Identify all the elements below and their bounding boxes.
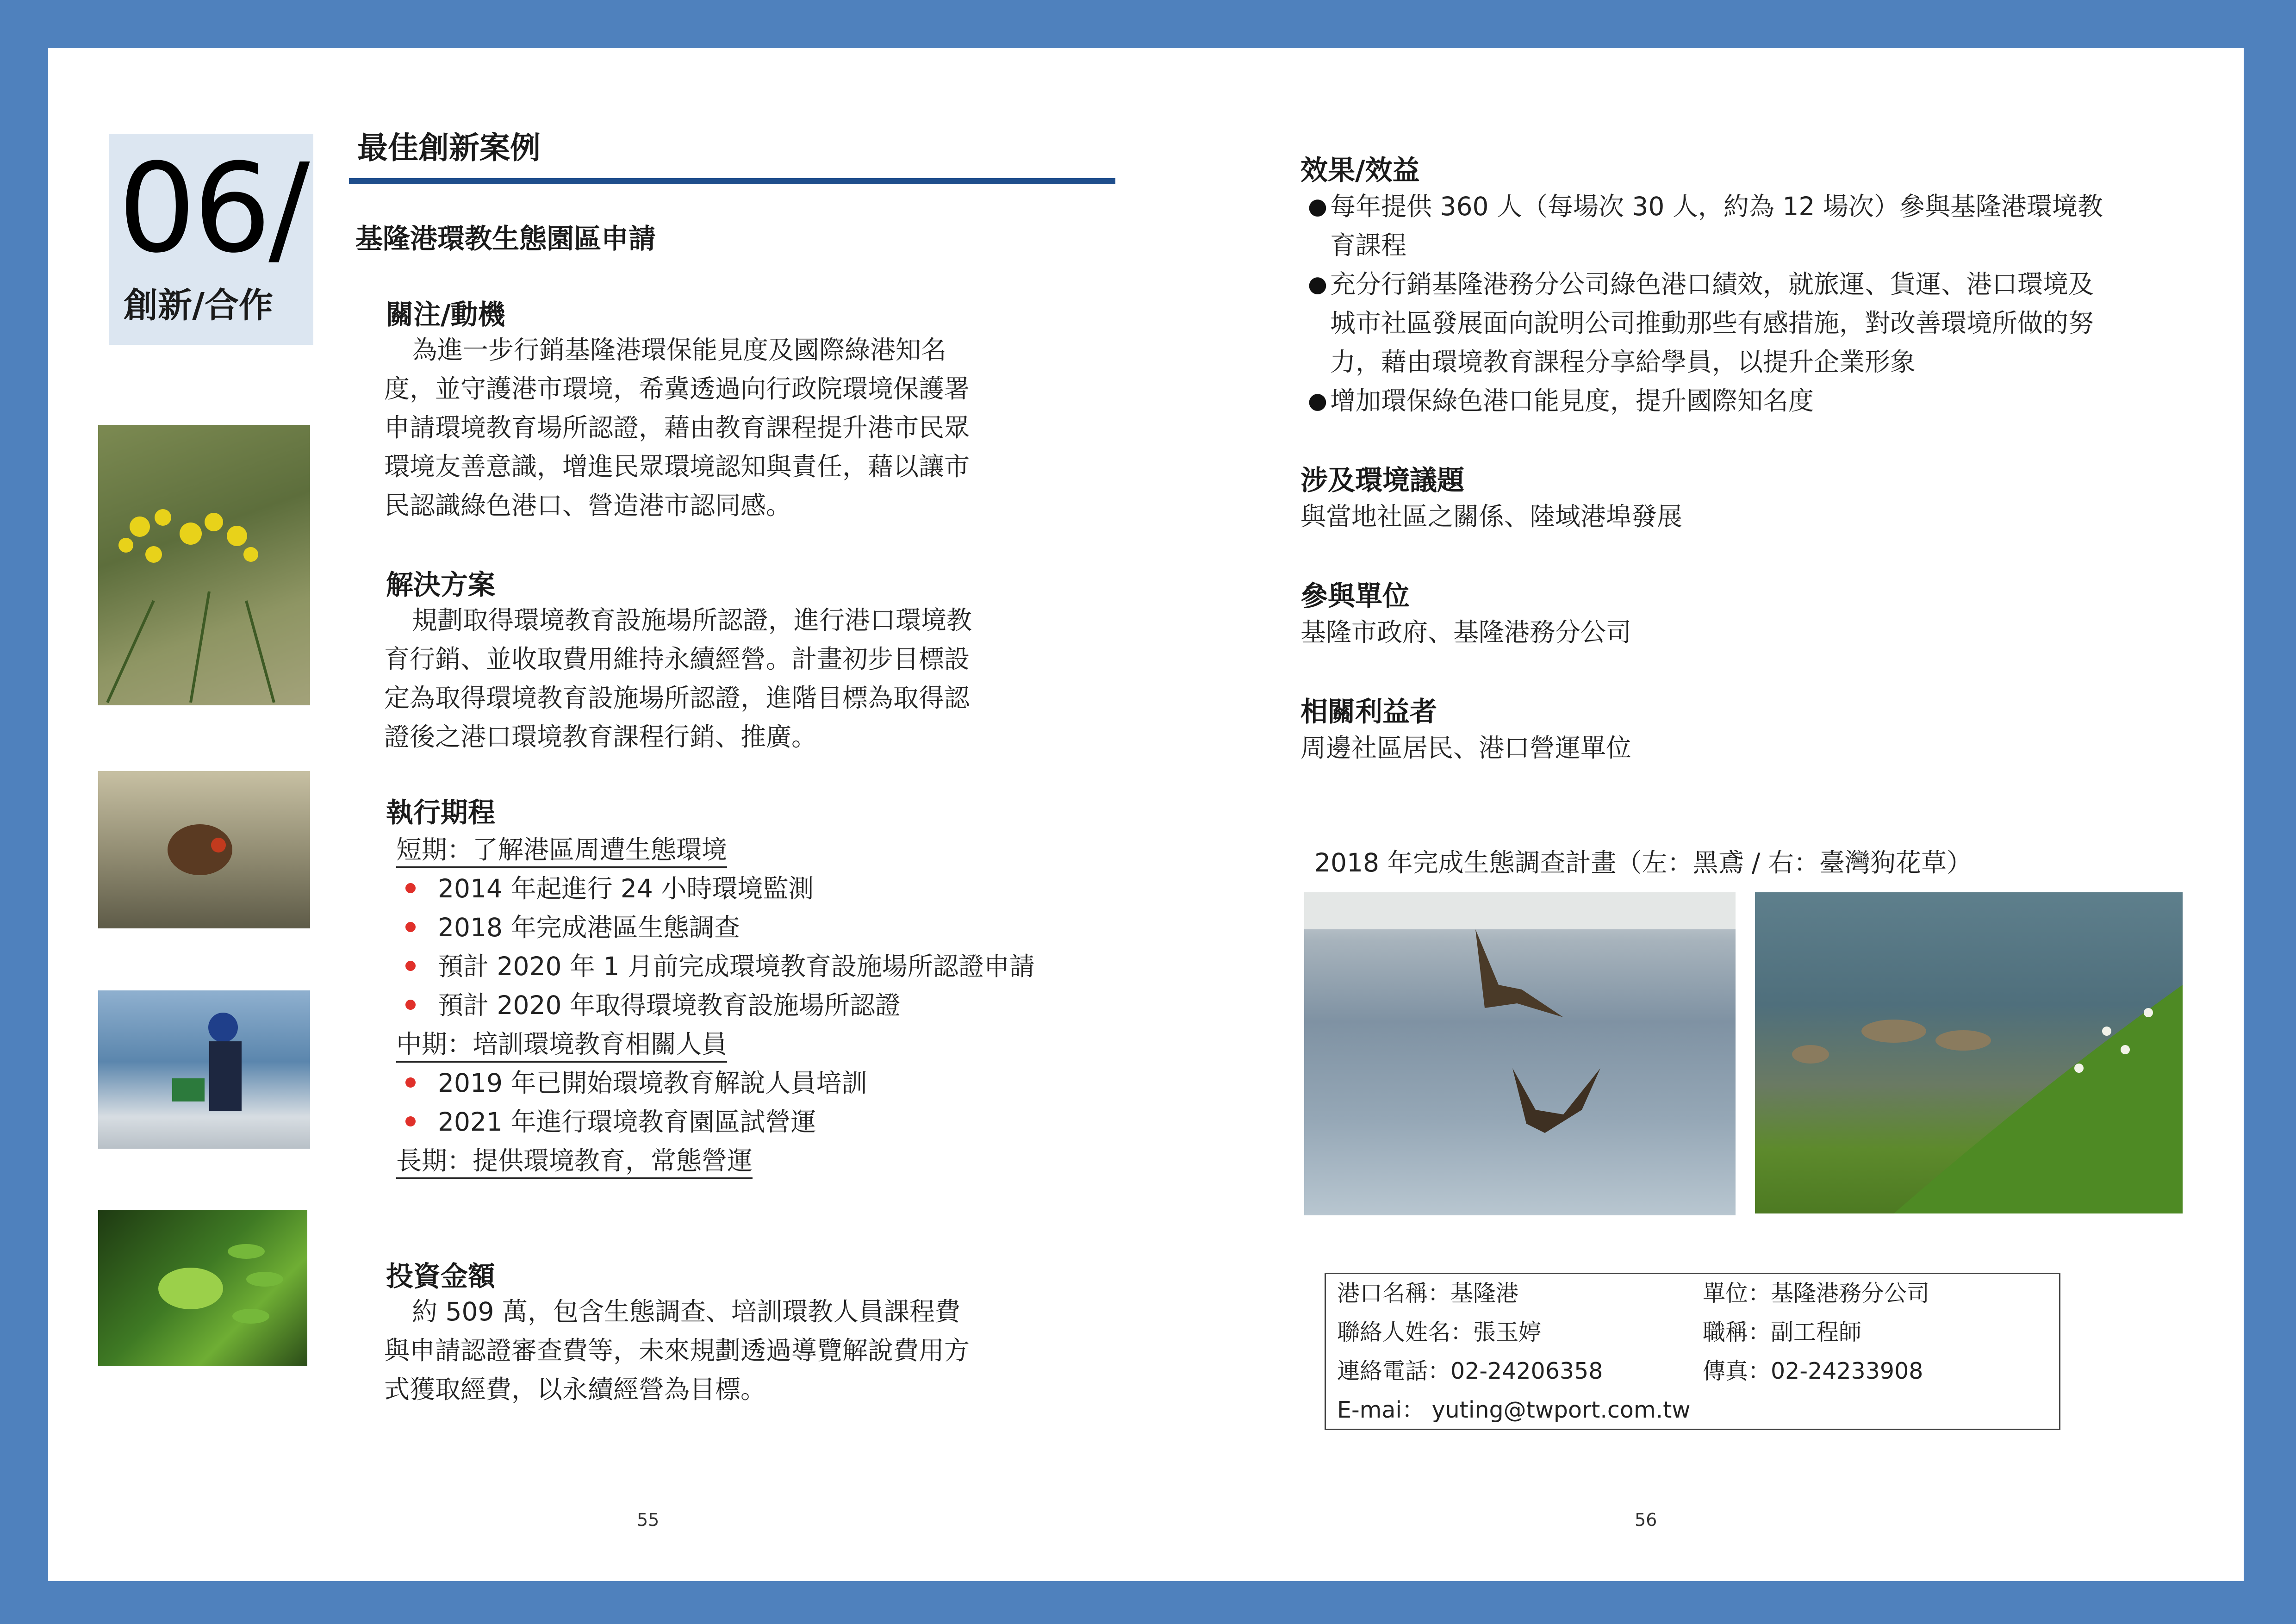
port-name: 港口名稱：基隆港: [1337, 1280, 1519, 1307]
schedule-item: 2018 年完成港區生態調查: [396, 908, 1137, 947]
issues-heading: 涉及環境議題: [1300, 464, 1465, 496]
long-term-label: 長期：提供環境教育，常態營運: [396, 1144, 753, 1179]
motivation-line: 環境友善意識，增進民眾環境認知與責任，藉以讓市: [384, 452, 970, 481]
benefit-item: ● 每年提供 360 人（每場次 30 人，約為 12 場次）參與基隆港環境教 育課程: [1308, 187, 2187, 265]
schedule-item: 預計 2020 年 1 月前完成環境教育設施場所認證申請: [396, 947, 1137, 986]
solution-line: 證後之港口環境教育課程行銷、推廣。: [384, 722, 817, 752]
schedule-heading: 執行期程: [386, 796, 496, 828]
contact-row: [1326, 1352, 2059, 1391]
fax: 傳真：02-24233908: [1703, 1358, 1923, 1384]
photo-caption: 2018 年完成生態調查計畫（左：黑鳶 / 右：臺灣狗花草）: [1314, 848, 1972, 877]
short-term-list: [396, 869, 1137, 1025]
schedule-item: 預計 2020 年取得環境教育設施場所認證: [396, 986, 1137, 1025]
schedule-item: 2021 年進行環境教育園區試營運: [396, 1102, 1137, 1141]
benefits-list: [1308, 187, 2187, 420]
schedule-item: 2014 年起進行 24 小時環境監測: [396, 869, 1137, 908]
page-number-right: 56: [1635, 1510, 1657, 1530]
mid-term-label: 中期：培訓環境教育相關人員: [396, 1027, 727, 1063]
unit: 單位：基隆港務分公司: [1703, 1280, 1930, 1307]
participants-text: 基隆市政府、基隆港務分公司: [1300, 617, 1632, 647]
mid-term-list: [396, 1064, 1137, 1141]
contact-row: [1326, 1313, 2059, 1352]
motivation-line: 為進一步行銷基隆港環保能見度及國際綠港知名: [412, 335, 947, 365]
photo-diver-on-boat: [98, 990, 310, 1149]
motivation-line: 民認識綠色港口、營造港市認同感。: [384, 491, 792, 520]
participants-heading: 參與單位: [1300, 580, 1410, 612]
photo-black-kites: [1304, 892, 1736, 1215]
issues-text: 與當地社區之關係、陸域港埠發展: [1300, 502, 1683, 531]
motivation-line: 度，並守護港市環境，希冀透過向行政院環境保護署: [384, 374, 970, 404]
investment-line: 與申請認證審查費等，未來規劃透過導覽解說費用方: [384, 1336, 970, 1365]
investment-line: 式獲取經費，以永續經營為目標。: [384, 1375, 766, 1404]
solution-heading: 解決方案: [386, 569, 496, 601]
motivation-heading: 關注/動機: [386, 299, 505, 330]
section-title: 最佳創新案例: [357, 130, 541, 166]
motivation-body: [384, 330, 1106, 525]
benefit-item: ● 充分行銷基隆港務分公司綠色港口績效，就旅運、貨運、港口環境及 城市社區發展面向說明公司推動那些有感措施，對改善環境所做的努 力，藉由環境教育課程分享給學員，以提升企業形象: [1308, 265, 2187, 381]
contact-row: [1326, 1391, 2059, 1430]
benefit-item: ● 增加環保綠色港口能見度，提升國際知名度: [1308, 381, 2187, 420]
phone: 連絡電話：02-24206358: [1337, 1358, 1603, 1384]
contact-name: 聯絡人姓名：張玉婷: [1337, 1319, 1542, 1345]
photo-hermit-crab: [98, 771, 310, 928]
kites-illustration: [1304, 892, 1736, 1215]
schedule-body: [396, 830, 1137, 1180]
solution-line: 規劃取得環境教育設施場所認證，進行港口環境教: [412, 605, 972, 635]
solution-line: 定為取得環境教育設施場所認證，進階目標為取得認: [384, 683, 970, 713]
chapter-title: 創新/合作: [124, 286, 274, 325]
schedule-item: 2019 年已開始環境教育解說人員培訓: [396, 1064, 1137, 1102]
contact-box: [1325, 1273, 2060, 1430]
investment-heading: 投資金額: [386, 1260, 496, 1292]
photo-yellow-flowers: [98, 425, 310, 705]
short-term-label: 短期：了解港區周遭生態環境: [396, 833, 727, 868]
investment-body: [384, 1292, 1106, 1409]
flower-illustration: [98, 425, 310, 705]
stakeholders-heading: 相關利益者: [1300, 696, 1437, 728]
frog-illustration: [98, 1210, 307, 1366]
photo-coastal-plants: [1755, 892, 2183, 1213]
diver-illustration: [98, 990, 310, 1149]
email: E-mai： yuting@twport.com.tw: [1337, 1397, 1691, 1423]
job-title: 職稱：副工程師: [1703, 1319, 1862, 1345]
case-title: 基隆港環教生態園區申請: [355, 223, 656, 255]
solution-body: [384, 601, 1106, 756]
crab-illustration: [98, 771, 310, 928]
plants-illustration: [1755, 892, 2183, 1213]
solution-line: 育行銷、並收取費用維持永續經營。計畫初步目標設: [384, 644, 970, 674]
stakeholders-text: 周邊社區居民、港口營運單位: [1300, 733, 1632, 763]
chapter-number: 06/: [118, 137, 307, 280]
benefits-heading: 效果/效益: [1300, 154, 1420, 186]
contact-row: [1326, 1274, 2059, 1313]
motivation-line: 申請環境教育場所認證，藉由教育課程提升港市民眾: [384, 413, 970, 442]
photo-green-frog: [98, 1210, 307, 1366]
page-number-left: 55: [637, 1510, 660, 1530]
chapter-box: [109, 134, 313, 345]
spread-page: [48, 48, 2244, 1581]
investment-line: 約 509 萬，包含生態調查、培訓環教人員課程費: [412, 1297, 960, 1326]
section-rule: [349, 178, 1115, 184]
